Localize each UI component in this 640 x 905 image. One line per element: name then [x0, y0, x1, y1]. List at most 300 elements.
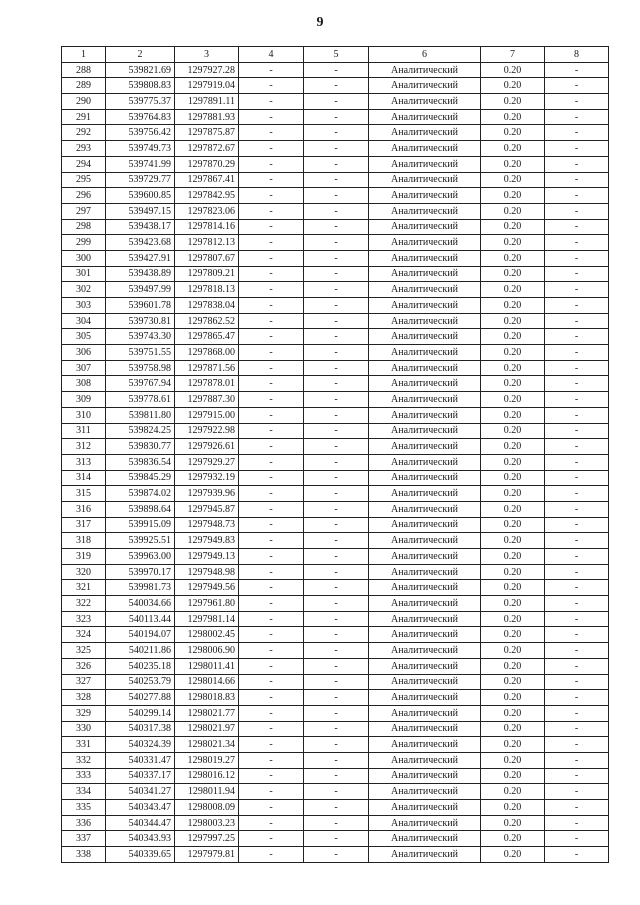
- table-header-row: [62, 47, 609, 63]
- col4-cell: -: [239, 486, 304, 502]
- table-row: [62, 250, 609, 266]
- x-coordinate-cell: 540235.18: [106, 658, 175, 674]
- accuracy-cell: 0.20: [481, 800, 545, 816]
- col8-cell: -: [545, 329, 609, 345]
- y-coordinate-cell: 1297878.01: [175, 376, 239, 392]
- accuracy-cell: 0.20: [481, 831, 545, 847]
- method-cell: Аналитический: [369, 329, 481, 345]
- table-row: [62, 298, 609, 314]
- y-coordinate-cell: 1297979.81: [175, 847, 239, 863]
- method-cell: Аналитический: [369, 125, 481, 141]
- col8-cell: -: [545, 470, 609, 486]
- col8-cell: -: [545, 847, 609, 863]
- method-cell: Аналитический: [369, 188, 481, 204]
- accuracy-cell: 0.20: [481, 580, 545, 596]
- table-row: [62, 847, 609, 863]
- method-cell: Аналитический: [369, 250, 481, 266]
- table-row: [62, 549, 609, 565]
- x-coordinate-cell: 540337.17: [106, 768, 175, 784]
- col5-cell: -: [304, 376, 369, 392]
- x-coordinate-cell: 539874.02: [106, 486, 175, 502]
- x-coordinate-cell: 539741.99: [106, 156, 175, 172]
- point-number-cell: 298: [62, 219, 106, 235]
- table-row: [62, 141, 609, 157]
- x-coordinate-cell: 539601.78: [106, 298, 175, 314]
- y-coordinate-cell: 1297945.87: [175, 501, 239, 517]
- accuracy-cell: 0.20: [481, 407, 545, 423]
- col8-cell: -: [545, 407, 609, 423]
- col5-cell: -: [304, 470, 369, 486]
- col8-cell: -: [545, 313, 609, 329]
- point-number-cell: 296: [62, 188, 106, 204]
- method-cell: Аналитический: [369, 486, 481, 502]
- col8-cell: -: [545, 219, 609, 235]
- method-cell: Аналитический: [369, 470, 481, 486]
- accuracy-cell: 0.20: [481, 282, 545, 298]
- accuracy-cell: 0.20: [481, 752, 545, 768]
- col5-cell: -: [304, 690, 369, 706]
- col4-cell: -: [239, 800, 304, 816]
- col5-cell: -: [304, 109, 369, 125]
- x-coordinate-cell: 539824.25: [106, 423, 175, 439]
- y-coordinate-cell: 1297887.30: [175, 392, 239, 408]
- accuracy-cell: 0.20: [481, 564, 545, 580]
- col5-cell: -: [304, 658, 369, 674]
- y-coordinate-cell: 1297932.19: [175, 470, 239, 486]
- col5-cell: -: [304, 329, 369, 345]
- x-coordinate-cell: 539845.29: [106, 470, 175, 486]
- y-coordinate-cell: 1297927.28: [175, 62, 239, 78]
- col4-cell: -: [239, 172, 304, 188]
- accuracy-cell: 0.20: [481, 643, 545, 659]
- x-coordinate-cell: 539758.98: [106, 360, 175, 376]
- y-coordinate-cell: 1298021.97: [175, 721, 239, 737]
- point-number-cell: 310: [62, 407, 106, 423]
- col5-cell: -: [304, 282, 369, 298]
- col5-cell: -: [304, 78, 369, 94]
- y-coordinate-cell: 1298011.41: [175, 658, 239, 674]
- table-row: [62, 611, 609, 627]
- table-row: [62, 768, 609, 784]
- accuracy-cell: 0.20: [481, 141, 545, 157]
- method-cell: Аналитический: [369, 78, 481, 94]
- y-coordinate-cell: 1297929.27: [175, 454, 239, 470]
- x-coordinate-cell: 539423.68: [106, 235, 175, 251]
- y-coordinate-cell: 1297870.29: [175, 156, 239, 172]
- table-row: [62, 784, 609, 800]
- col5-cell: -: [304, 643, 369, 659]
- accuracy-cell: 0.20: [481, 486, 545, 502]
- x-coordinate-cell: 540211.86: [106, 643, 175, 659]
- accuracy-cell: 0.20: [481, 690, 545, 706]
- col4-cell: -: [239, 454, 304, 470]
- accuracy-cell: 0.20: [481, 658, 545, 674]
- col4-cell: -: [239, 611, 304, 627]
- col4-cell: -: [239, 282, 304, 298]
- col8-cell: -: [545, 345, 609, 361]
- table-row: [62, 172, 609, 188]
- x-coordinate-cell: 539821.69: [106, 62, 175, 78]
- y-coordinate-cell: 1297926.61: [175, 439, 239, 455]
- point-number-cell: 316: [62, 501, 106, 517]
- y-coordinate-cell: 1298014.66: [175, 674, 239, 690]
- y-coordinate-cell: 1298018.83: [175, 690, 239, 706]
- table-row: [62, 658, 609, 674]
- x-coordinate-cell: 540277.88: [106, 690, 175, 706]
- point-number-cell: 313: [62, 454, 106, 470]
- table-row: [62, 627, 609, 643]
- method-cell: Аналитический: [369, 360, 481, 376]
- x-coordinate-cell: 540331.47: [106, 752, 175, 768]
- point-number-cell: 333: [62, 768, 106, 784]
- col5-cell: -: [304, 298, 369, 314]
- y-coordinate-cell: 1297823.06: [175, 203, 239, 219]
- point-number-cell: 294: [62, 156, 106, 172]
- point-number-cell: 323: [62, 611, 106, 627]
- y-coordinate-cell: 1297981.14: [175, 611, 239, 627]
- accuracy-cell: 0.20: [481, 376, 545, 392]
- point-number-cell: 312: [62, 439, 106, 455]
- col8-cell: -: [545, 298, 609, 314]
- col4-cell: -: [239, 658, 304, 674]
- col8-cell: -: [545, 611, 609, 627]
- accuracy-cell: 0.20: [481, 313, 545, 329]
- col5-cell: -: [304, 564, 369, 580]
- table-row: [62, 188, 609, 204]
- point-number-cell: 318: [62, 533, 106, 549]
- y-coordinate-cell: 1297939.96: [175, 486, 239, 502]
- table-row: [62, 831, 609, 847]
- table-row: [62, 203, 609, 219]
- x-coordinate-cell: 540343.47: [106, 800, 175, 816]
- accuracy-cell: 0.20: [481, 721, 545, 737]
- x-coordinate-cell: 539915.09: [106, 517, 175, 533]
- accuracy-cell: 0.20: [481, 454, 545, 470]
- table-row: [62, 501, 609, 517]
- point-number-cell: 290: [62, 94, 106, 110]
- col4-cell: -: [239, 596, 304, 612]
- y-coordinate-cell: 1297812.13: [175, 235, 239, 251]
- table-row: [62, 533, 609, 549]
- point-number-cell: 307: [62, 360, 106, 376]
- col4-cell: -: [239, 203, 304, 219]
- table-row: [62, 580, 609, 596]
- col4-cell: -: [239, 501, 304, 517]
- col4-cell: -: [239, 674, 304, 690]
- accuracy-cell: 0.20: [481, 250, 545, 266]
- x-coordinate-cell: 540339.65: [106, 847, 175, 863]
- col8-cell: -: [545, 250, 609, 266]
- method-cell: Аналитический: [369, 690, 481, 706]
- column-header: 4: [239, 47, 304, 63]
- table-row: [62, 266, 609, 282]
- y-coordinate-cell: 1297948.98: [175, 564, 239, 580]
- accuracy-cell: 0.20: [481, 768, 545, 784]
- point-number-cell: 336: [62, 815, 106, 831]
- point-number-cell: 289: [62, 78, 106, 94]
- col5-cell: -: [304, 172, 369, 188]
- point-number-cell: 332: [62, 752, 106, 768]
- point-number-cell: 320: [62, 564, 106, 580]
- point-number-cell: 317: [62, 517, 106, 533]
- col5-cell: -: [304, 800, 369, 816]
- accuracy-cell: 0.20: [481, 392, 545, 408]
- y-coordinate-cell: 1297949.83: [175, 533, 239, 549]
- col5-cell: -: [304, 486, 369, 502]
- x-coordinate-cell: 540113.44: [106, 611, 175, 627]
- col5-cell: -: [304, 721, 369, 737]
- table-row: [62, 376, 609, 392]
- point-number-cell: 303: [62, 298, 106, 314]
- col4-cell: -: [239, 517, 304, 533]
- col5-cell: -: [304, 752, 369, 768]
- accuracy-cell: 0.20: [481, 188, 545, 204]
- col4-cell: -: [239, 109, 304, 125]
- point-number-cell: 326: [62, 658, 106, 674]
- y-coordinate-cell: 1298016.12: [175, 768, 239, 784]
- method-cell: Аналитический: [369, 549, 481, 565]
- point-number-cell: 299: [62, 235, 106, 251]
- point-number-cell: 293: [62, 141, 106, 157]
- x-coordinate-cell: 539764.83: [106, 109, 175, 125]
- table-row: [62, 345, 609, 361]
- point-number-cell: 329: [62, 705, 106, 721]
- method-cell: Аналитический: [369, 643, 481, 659]
- col4-cell: -: [239, 752, 304, 768]
- method-cell: Аналитический: [369, 501, 481, 517]
- y-coordinate-cell: 1297949.56: [175, 580, 239, 596]
- column-header: 5: [304, 47, 369, 63]
- y-coordinate-cell: 1298002.45: [175, 627, 239, 643]
- accuracy-cell: 0.20: [481, 62, 545, 78]
- accuracy-cell: 0.20: [481, 674, 545, 690]
- y-coordinate-cell: 1297809.21: [175, 266, 239, 282]
- point-number-cell: 319: [62, 549, 106, 565]
- col8-cell: -: [545, 109, 609, 125]
- table-row: [62, 62, 609, 78]
- col8-cell: -: [545, 423, 609, 439]
- col8-cell: -: [545, 737, 609, 753]
- col5-cell: -: [304, 392, 369, 408]
- method-cell: Аналитический: [369, 784, 481, 800]
- method-cell: Аналитический: [369, 219, 481, 235]
- accuracy-cell: 0.20: [481, 470, 545, 486]
- y-coordinate-cell: 1298019.27: [175, 752, 239, 768]
- y-coordinate-cell: 1298006.90: [175, 643, 239, 659]
- col8-cell: -: [545, 784, 609, 800]
- accuracy-cell: 0.20: [481, 298, 545, 314]
- col4-cell: -: [239, 298, 304, 314]
- table-row: [62, 705, 609, 721]
- accuracy-cell: 0.20: [481, 219, 545, 235]
- y-coordinate-cell: 1297807.67: [175, 250, 239, 266]
- accuracy-cell: 0.20: [481, 156, 545, 172]
- y-coordinate-cell: 1297919.04: [175, 78, 239, 94]
- col4-cell: -: [239, 94, 304, 110]
- x-coordinate-cell: 539775.37: [106, 94, 175, 110]
- point-number-cell: 292: [62, 125, 106, 141]
- accuracy-cell: 0.20: [481, 235, 545, 251]
- col8-cell: -: [545, 658, 609, 674]
- method-cell: Аналитический: [369, 454, 481, 470]
- table-row: [62, 674, 609, 690]
- method-cell: Аналитический: [369, 721, 481, 737]
- col4-cell: -: [239, 235, 304, 251]
- x-coordinate-cell: 540194.07: [106, 627, 175, 643]
- accuracy-cell: 0.20: [481, 329, 545, 345]
- column-header: 8: [545, 47, 609, 63]
- col5-cell: -: [304, 439, 369, 455]
- col4-cell: -: [239, 219, 304, 235]
- x-coordinate-cell: 539749.73: [106, 141, 175, 157]
- table-row: [62, 643, 609, 659]
- table-row: [62, 815, 609, 831]
- col8-cell: -: [545, 282, 609, 298]
- accuracy-cell: 0.20: [481, 266, 545, 282]
- point-number-cell: 291: [62, 109, 106, 125]
- col5-cell: -: [304, 533, 369, 549]
- y-coordinate-cell: 1297875.87: [175, 125, 239, 141]
- column-header: 6: [369, 47, 481, 63]
- col8-cell: -: [545, 94, 609, 110]
- col5-cell: -: [304, 627, 369, 643]
- y-coordinate-cell: 1297871.56: [175, 360, 239, 376]
- point-number-cell: 327: [62, 674, 106, 690]
- col8-cell: -: [545, 517, 609, 533]
- column-header: 3: [175, 47, 239, 63]
- table-row: [62, 517, 609, 533]
- col8-cell: -: [545, 125, 609, 141]
- point-number-cell: 338: [62, 847, 106, 863]
- col8-cell: -: [545, 690, 609, 706]
- column-header: 2: [106, 47, 175, 63]
- col4-cell: -: [239, 627, 304, 643]
- accuracy-cell: 0.20: [481, 627, 545, 643]
- x-coordinate-cell: 539438.17: [106, 219, 175, 235]
- col4-cell: -: [239, 345, 304, 361]
- accuracy-cell: 0.20: [481, 94, 545, 110]
- col8-cell: -: [545, 78, 609, 94]
- col8-cell: -: [545, 392, 609, 408]
- point-number-cell: 314: [62, 470, 106, 486]
- x-coordinate-cell: 539898.64: [106, 501, 175, 517]
- col4-cell: -: [239, 737, 304, 753]
- y-coordinate-cell: 1297922.98: [175, 423, 239, 439]
- col8-cell: -: [545, 141, 609, 157]
- col8-cell: -: [545, 439, 609, 455]
- point-number-cell: 311: [62, 423, 106, 439]
- x-coordinate-cell: 539743.30: [106, 329, 175, 345]
- col8-cell: -: [545, 705, 609, 721]
- x-coordinate-cell: 539970.17: [106, 564, 175, 580]
- col8-cell: -: [545, 768, 609, 784]
- x-coordinate-cell: 539729.77: [106, 172, 175, 188]
- col5-cell: -: [304, 549, 369, 565]
- point-number-cell: 297: [62, 203, 106, 219]
- method-cell: Аналитический: [369, 768, 481, 784]
- accuracy-cell: 0.20: [481, 549, 545, 565]
- col4-cell: -: [239, 470, 304, 486]
- accuracy-cell: 0.20: [481, 109, 545, 125]
- accuracy-cell: 0.20: [481, 533, 545, 549]
- method-cell: Аналитический: [369, 517, 481, 533]
- method-cell: Аналитический: [369, 705, 481, 721]
- method-cell: Аналитический: [369, 627, 481, 643]
- col8-cell: -: [545, 580, 609, 596]
- col5-cell: -: [304, 831, 369, 847]
- col8-cell: -: [545, 800, 609, 816]
- col5-cell: -: [304, 94, 369, 110]
- method-cell: Аналитический: [369, 596, 481, 612]
- col8-cell: -: [545, 721, 609, 737]
- table-row: [62, 800, 609, 816]
- col4-cell: -: [239, 580, 304, 596]
- point-number-cell: 309: [62, 392, 106, 408]
- x-coordinate-cell: 539830.77: [106, 439, 175, 455]
- method-cell: Аналитический: [369, 109, 481, 125]
- col4-cell: -: [239, 533, 304, 549]
- method-cell: Аналитический: [369, 94, 481, 110]
- col4-cell: -: [239, 156, 304, 172]
- point-number-cell: 330: [62, 721, 106, 737]
- col4-cell: -: [239, 768, 304, 784]
- y-coordinate-cell: 1297915.00: [175, 407, 239, 423]
- table-row: [62, 94, 609, 110]
- table-row: [62, 454, 609, 470]
- accuracy-cell: 0.20: [481, 784, 545, 800]
- method-cell: Аналитический: [369, 752, 481, 768]
- col8-cell: -: [545, 486, 609, 502]
- table-row: [62, 596, 609, 612]
- y-coordinate-cell: 1297949.13: [175, 549, 239, 565]
- column-header: 7: [481, 47, 545, 63]
- table-row: [62, 690, 609, 706]
- y-coordinate-cell: 1298003.23: [175, 815, 239, 831]
- table-row: [62, 423, 609, 439]
- x-coordinate-cell: 539808.83: [106, 78, 175, 94]
- col8-cell: -: [545, 188, 609, 204]
- x-coordinate-cell: 539778.61: [106, 392, 175, 408]
- y-coordinate-cell: 1297891.11: [175, 94, 239, 110]
- y-coordinate-cell: 1297961.80: [175, 596, 239, 612]
- col8-cell: -: [545, 203, 609, 219]
- col5-cell: -: [304, 596, 369, 612]
- col5-cell: -: [304, 62, 369, 78]
- accuracy-cell: 0.20: [481, 345, 545, 361]
- col4-cell: -: [239, 376, 304, 392]
- table-row: [62, 470, 609, 486]
- method-cell: Аналитический: [369, 407, 481, 423]
- col4-cell: -: [239, 329, 304, 345]
- col5-cell: -: [304, 125, 369, 141]
- col4-cell: -: [239, 407, 304, 423]
- col8-cell: -: [545, 533, 609, 549]
- method-cell: Аналитический: [369, 298, 481, 314]
- col5-cell: -: [304, 141, 369, 157]
- x-coordinate-cell: 540034.66: [106, 596, 175, 612]
- point-number-cell: 300: [62, 250, 106, 266]
- col5-cell: -: [304, 784, 369, 800]
- y-coordinate-cell: 1298021.34: [175, 737, 239, 753]
- col8-cell: -: [545, 831, 609, 847]
- accuracy-cell: 0.20: [481, 203, 545, 219]
- point-number-cell: 288: [62, 62, 106, 78]
- accuracy-cell: 0.20: [481, 737, 545, 753]
- x-coordinate-cell: 539427.91: [106, 250, 175, 266]
- col4-cell: -: [239, 643, 304, 659]
- point-number-cell: 302: [62, 282, 106, 298]
- col5-cell: -: [304, 266, 369, 282]
